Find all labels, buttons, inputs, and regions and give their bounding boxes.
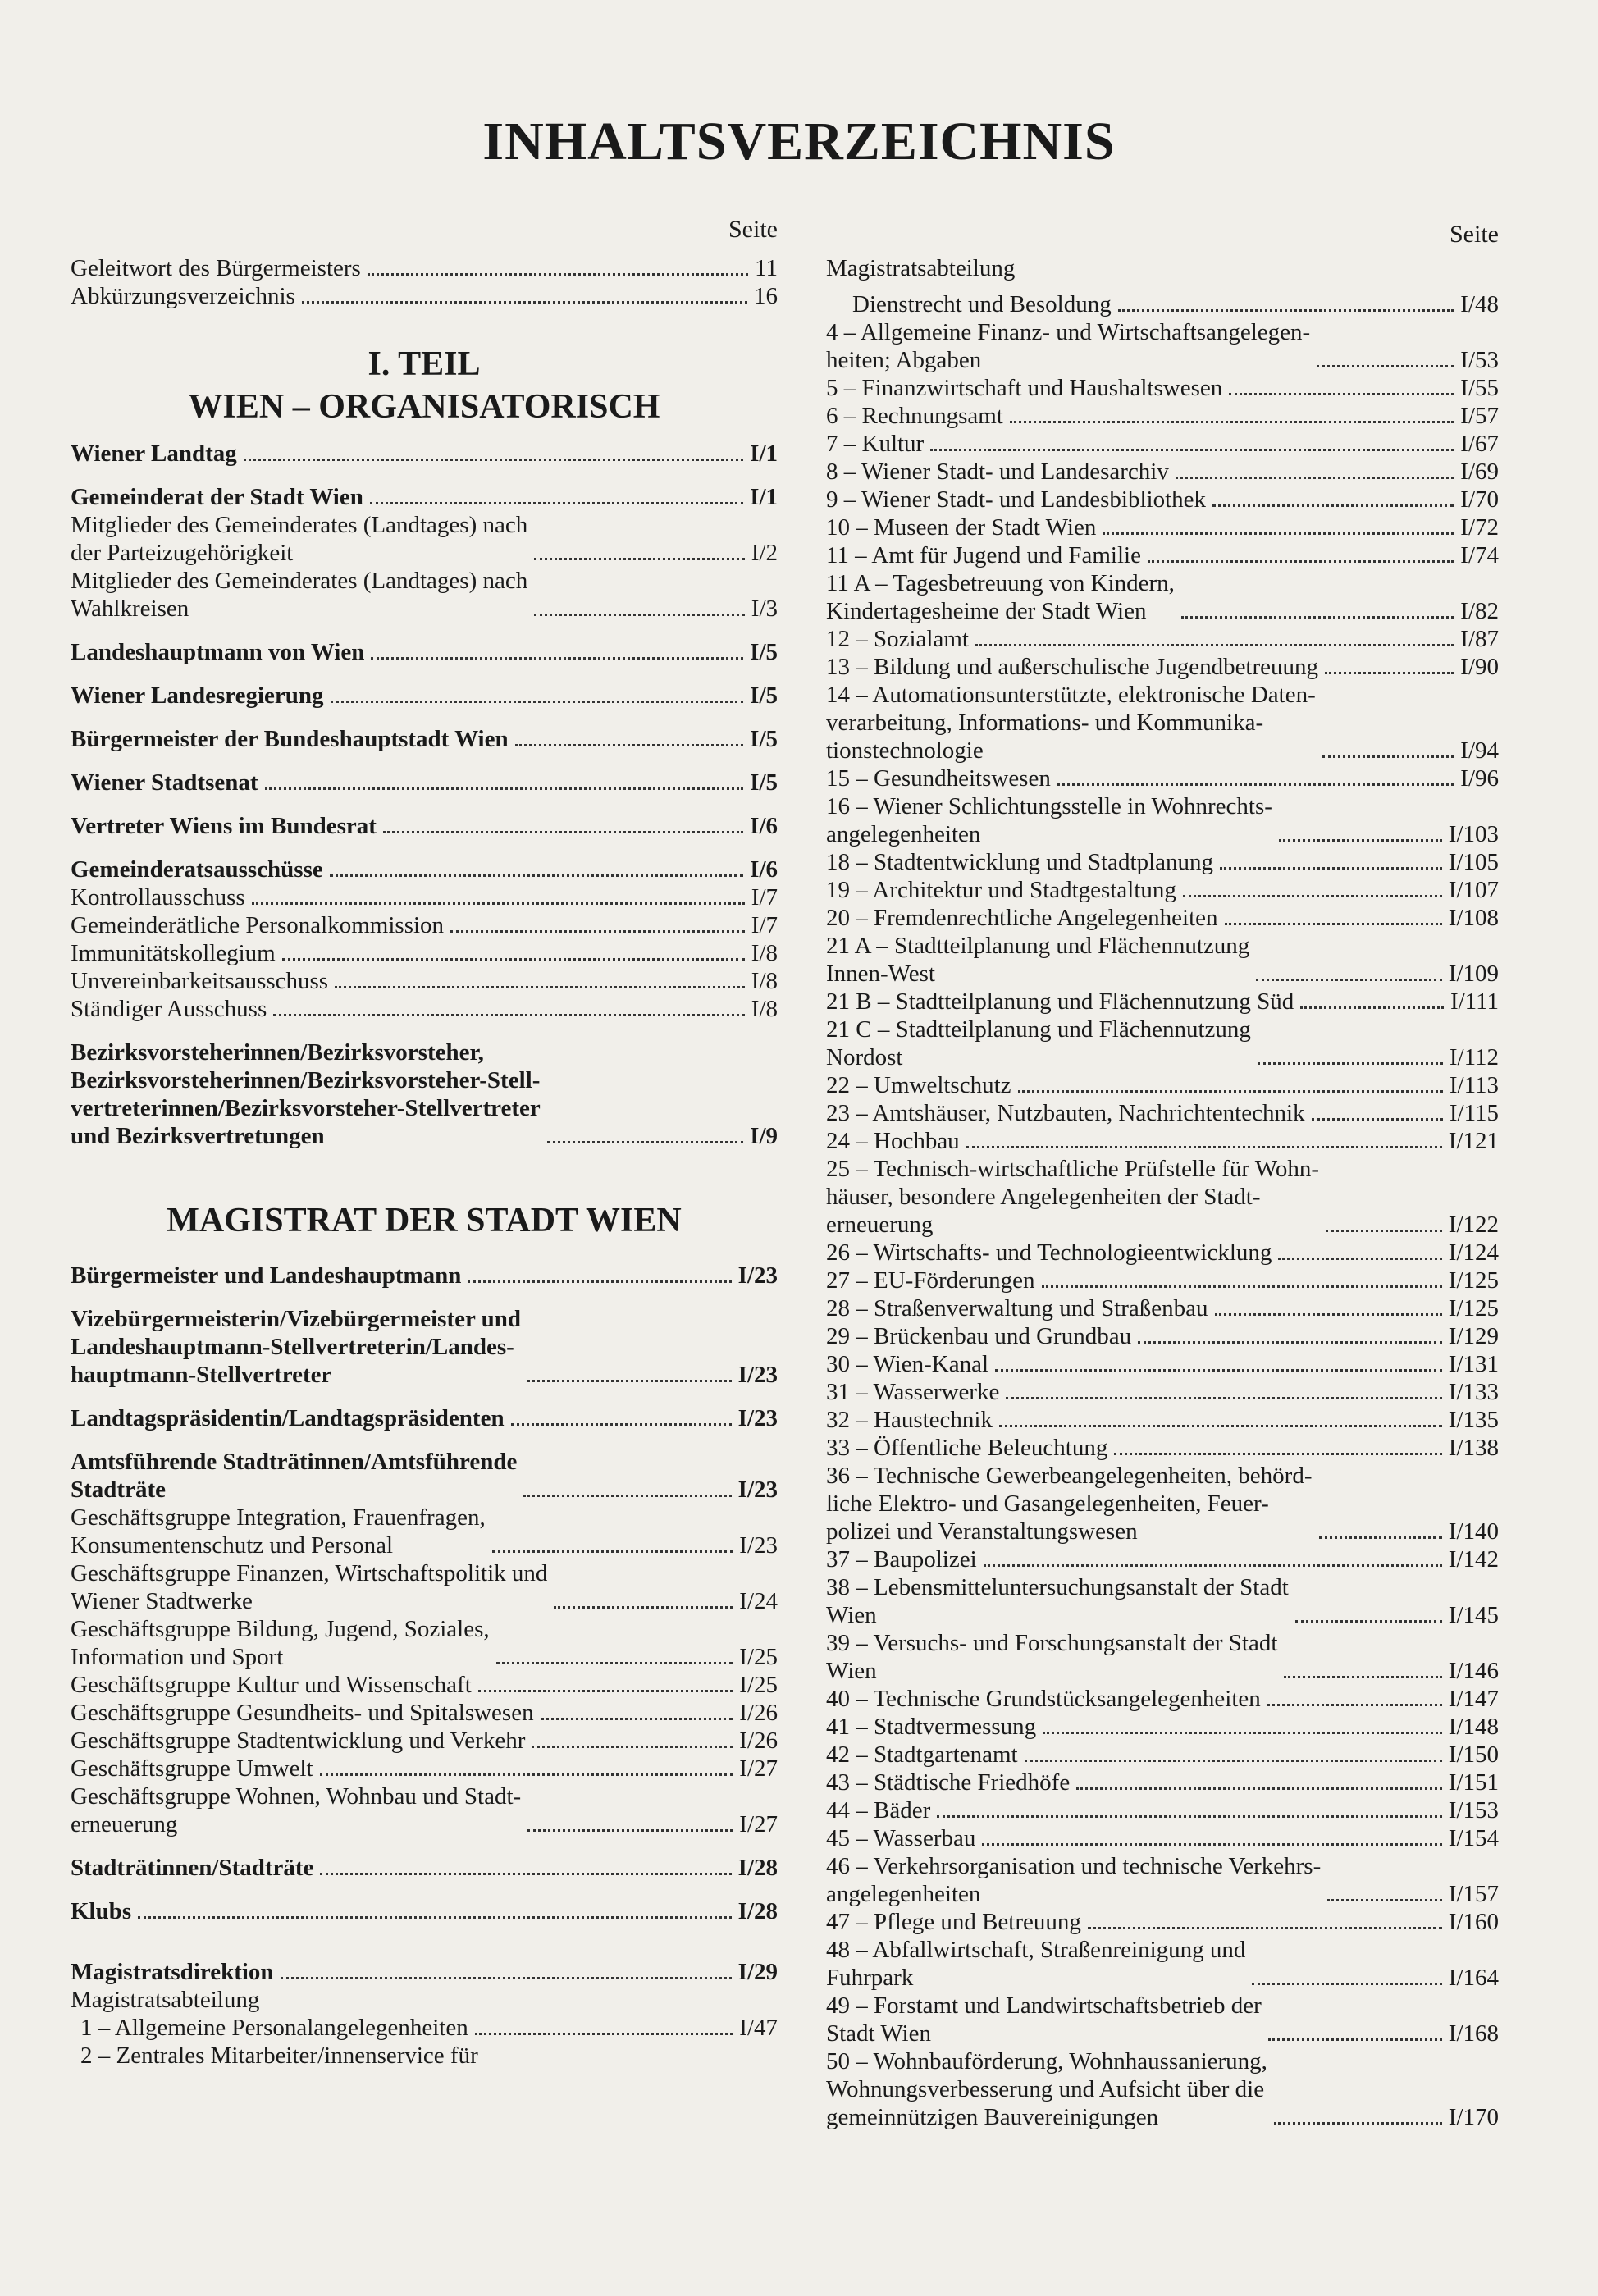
toc-entry-ma[interactable] (826, 1267, 1499, 1294)
group-ausschuesse (71, 856, 778, 1023)
toc-entry-ma[interactable] (826, 1573, 1499, 1629)
group-stadtraete (71, 1854, 778, 1882)
entry-page: I/111 (1450, 988, 1499, 1015)
toc-entry[interactable]: Geschäftsgruppe Wohnen, Wohnbau und Stadt- erneuerung I/27 (71, 1783, 778, 1837)
leader-dots (1043, 1732, 1442, 1734)
entry-text: 41 – Stadtvermessung (826, 1714, 1037, 1740)
entry-text: 49 – Forstamt und Landwirtschaftsbetrieb der Stadt Wien (826, 1992, 1262, 2047)
toc-entry-gemeinderat[interactable]: Gemeinderat der Stadt Wien I/1 (71, 484, 778, 510)
leader-dots (1118, 309, 1454, 312)
entry-text: 23 – Amtshäuser, Nutzbauten, Nachrichtentechnik (826, 1100, 1305, 1126)
entry-text: 16 – Wiener Schlichtungsstelle in Wohnrechts- angelegenheiten (826, 793, 1272, 847)
leader-dots (1215, 1313, 1442, 1316)
entry-text: 14 – Automationsunterstützte, elektronische Daten- verarbeitung, Informations- und Kommunika- tionstechnologie (826, 682, 1316, 764)
toc-entry-klubs[interactable]: Klubs I/28 (71, 1898, 778, 1924)
entry-text: 7 – Kultur (826, 431, 925, 457)
ma-list (826, 290, 1499, 2131)
toc-entry-ma[interactable] (826, 1992, 1499, 2047)
entry-text: 8 – Wiener Stadt- und Landesarchiv (826, 459, 1169, 485)
toc-entry-ma[interactable] (826, 1099, 1499, 1127)
entry-text: 39 – Versuchs- und Forschungsanstalt der Stadt Wien (826, 1630, 1278, 1684)
entry-page: I/107 (1448, 877, 1499, 903)
entry-page: I/109 (1448, 961, 1499, 987)
toc-entry[interactable]: Geschäftsgruppe Gesundheits- und Spitalswesen I/26 (71, 1700, 778, 1726)
toc-entry-amtsfuehrend[interactable]: Amtsführende Stadträtinnen/Amtsführende Stadträte I/23 (71, 1449, 778, 1503)
toc-entry-ma[interactable] (826, 1796, 1499, 1824)
entry-page: I/150 (1448, 1741, 1499, 1768)
toc-entry-ma[interactable] (826, 1824, 1499, 1852)
group-bgm (71, 725, 778, 753)
toc-entry-ma[interactable] (826, 1434, 1499, 1462)
entry-text: 29 – Brückenbau und Grundbau (826, 1323, 1132, 1349)
group-bgm-lh (71, 1262, 778, 1290)
leader-dots (1258, 1062, 1443, 1065)
entry-text: 33 – Öffentliche Beleuchtung (826, 1435, 1108, 1461)
entry-text: 45 – Wasserbau (826, 1825, 976, 1851)
right-column (826, 215, 1499, 2131)
group-amtsfuehrend (71, 1448, 778, 1838)
group-gemeinderat (71, 483, 778, 623)
toc-entry-ausschuesse[interactable]: Gemeinderatsausschüsse I/6 (71, 856, 778, 883)
toc-entry-bgm-lh[interactable]: Bürgermeister und Landeshauptmann I/23 (71, 1262, 778, 1289)
toc-entry-bezirk[interactable]: Bezirksvorsteherinnen/Bezirksvorsteher, Bezirksvorsteherinnen/Bezirksvorsteher-Stell- vertreterinnen/Bezirksvorsteher-Stellvertreter und Bezirksvertretungen I/9 (71, 1039, 778, 1149)
ma-label: Magistratsabteilung (71, 1987, 260, 2013)
toc-entry-ma[interactable] (826, 1769, 1499, 1796)
entry-page: I/121 (1448, 1128, 1499, 1154)
toc-entry-ma[interactable] (826, 876, 1499, 904)
entry-page: I/53 (1460, 347, 1499, 373)
leader-dots (1042, 1285, 1442, 1288)
entry-text: 46 – Verkehrsorganisation und technische Verkehrs- angelegenheiten (826, 1853, 1322, 1907)
toc-entry-ma[interactable] (826, 1239, 1499, 1267)
page-title: INHALTSVERZEICHNIS (482, 112, 1116, 171)
toc-entry-ma[interactable] (826, 430, 1499, 458)
toc-entry[interactable]: Geschäftsgruppe Stadtentwicklung und Verkehr I/26 (71, 1728, 778, 1754)
leader-dots (1025, 1760, 1442, 1762)
entry-page: I/112 (1449, 1044, 1499, 1070)
toc-entry-ma[interactable] (826, 1462, 1499, 1545)
leader-dots (1103, 532, 1454, 535)
leader-dots (1274, 2122, 1442, 2125)
toc-entry-ma[interactable] (826, 1071, 1499, 1099)
leader-dots (1076, 1787, 1442, 1790)
entry-text: 42 – Stadtgartenamt (826, 1741, 1018, 1768)
entry-page: I/125 (1448, 1267, 1499, 1294)
group-lh (71, 638, 778, 666)
leader-dots (984, 1564, 1442, 1567)
toc-entry-ma1[interactable]: 1 – Allgemeine Personalangelegenheiten I/47 (80, 2015, 778, 2041)
leader-dots (1326, 1230, 1442, 1232)
toc-entry[interactable]: Geleitwort des Bürgermeisters 11 (71, 255, 778, 281)
entry-page: I/55 (1460, 375, 1499, 401)
leader-dots (1057, 783, 1454, 786)
group-direktion (71, 1958, 778, 2070)
toc-entry[interactable]: Kontrollausschuss I/7 (71, 884, 778, 911)
leader-dots (1220, 867, 1442, 870)
toc-entry[interactable]: Geschäftsgruppe Finanzen, Wirtschaftspolitik und Wiener Stadtwerke I/24 (71, 1560, 778, 1614)
toc-entry-ma[interactable] (826, 318, 1499, 374)
entry-text: 36 – Technische Gewerbeangelegenheiten, behörd- liche Elektro- und Gasangelegenheiten, Feuer- polizei und Veranstaltungswesen (826, 1463, 1313, 1545)
entry-page: I/129 (1448, 1323, 1499, 1349)
entry-page: I/115 (1449, 1100, 1499, 1126)
leader-dots (1010, 421, 1454, 423)
entry-page: I/87 (1460, 626, 1499, 652)
entry-text: 11 – Amt für Jugend und Familie (826, 542, 1141, 568)
toc-entry-ma[interactable] (826, 1378, 1499, 1406)
toc-entry[interactable]: Gemeinderätliche Personalkommission I/7 (71, 912, 778, 938)
part-heading (71, 343, 778, 428)
toc-entry-ma[interactable] (826, 625, 1499, 653)
entry-text: 37 – Baupolizei (826, 1546, 977, 1573)
entry-text: 43 – Städtische Friedhöfe (826, 1769, 1071, 1796)
toc-entry-ma[interactable] (826, 1294, 1499, 1322)
toc-entry-ma[interactable] (826, 1350, 1499, 1378)
entry-page: I/145 (1448, 1602, 1499, 1628)
entry-text: 32 – Haustechnik (826, 1407, 993, 1433)
entry-text: 38 – Lebensmitteluntersuchungsanstalt der Stadt Wien (826, 1574, 1289, 1628)
left-column (71, 215, 778, 2085)
entry-text: 25 – Technisch-wirtschaftliche Prüfstelle für Wohn- häuser, besondere Angelegenheiten der Stadt- erneuerung (826, 1156, 1319, 1238)
entry-text: 9 – Wiener Stadt- und Landesbibliothek (826, 486, 1207, 513)
group-vize (71, 1305, 778, 1389)
toc-entry-ma[interactable] (826, 765, 1499, 792)
toc-entry[interactable]: Mitglieder des Gemeinderates (Landtages) nach Wahlkreisen I/3 (71, 568, 778, 622)
toc-entry-ma[interactable] (826, 1908, 1499, 1936)
toc-entry-ma[interactable] (826, 1127, 1499, 1155)
toc-entry-ma[interactable] (826, 1016, 1499, 1071)
group-landtag (71, 440, 778, 468)
entry-page: I/131 (1448, 1351, 1499, 1377)
toc-entry-ma[interactable] (826, 569, 1499, 625)
toc-entry-ma[interactable] (826, 988, 1499, 1016)
group-praesident (71, 1404, 778, 1432)
group-lr (71, 682, 778, 710)
leader-dots (1018, 1090, 1443, 1093)
leader-dots (1176, 477, 1454, 479)
entry-text: 12 – Sozialamt (826, 626, 969, 652)
group-bezirk (71, 1038, 778, 1150)
leader-dots (966, 1146, 1442, 1148)
toc-entry-ma[interactable] (826, 1406, 1499, 1434)
leader-dots (995, 1369, 1442, 1372)
leader-dots (1317, 365, 1454, 367)
leader-dots (1183, 895, 1442, 897)
toc-entry-direktion[interactable]: Magistratsdirektion I/29 (71, 1959, 778, 1985)
entry-text: 10 – Museen der Stadt Wien (826, 514, 1097, 541)
toc-entry-ma[interactable] (826, 402, 1499, 430)
toc-entry-ma[interactable] (826, 290, 1499, 318)
entry-page: I/103 (1448, 821, 1499, 847)
entry-text: 44 – Bäder (826, 1797, 931, 1824)
entry-text: 19 – Architektur und Stadtgestaltung (826, 877, 1176, 903)
leader-dots (1327, 1899, 1442, 1901)
toc-entry-ma[interactable] (826, 1322, 1499, 1350)
entry-page: I/57 (1460, 403, 1499, 429)
seite-label-right: Seite (1450, 221, 1499, 248)
toc-entry-ma[interactable] (826, 2047, 1499, 2131)
leader-dots (1278, 1258, 1441, 1260)
entry-page: I/90 (1460, 654, 1499, 680)
entry-text: 31 – Wasserwerke (826, 1379, 1000, 1405)
toc-entry-ma[interactable] (826, 541, 1499, 569)
entry-page: I/168 (1448, 2020, 1499, 2047)
entry-text: 28 – Straßenverwaltung und Straßenbau (826, 1295, 1208, 1321)
toc-entry-ma[interactable] (826, 486, 1499, 514)
leader-dots (1319, 1536, 1442, 1539)
leader-dots (1138, 1341, 1442, 1344)
entry-page: I/67 (1460, 431, 1499, 457)
part-title: I. TEIL (368, 345, 481, 383)
toc-entry-ma[interactable] (826, 932, 1499, 988)
entry-page: I/154 (1448, 1825, 1499, 1851)
toc-entry-ma[interactable] (826, 1741, 1499, 1769)
leader-dots (1268, 2038, 1442, 2041)
leader-dots (982, 1843, 1441, 1846)
entry-page: I/140 (1448, 1518, 1499, 1545)
leader-dots (1284, 1676, 1441, 1678)
entry-text: 26 – Wirtschafts- und Technologieentwicklung (826, 1239, 1272, 1266)
toc-entry[interactable]: Abkürzungsverzeichnis 16 (71, 283, 778, 309)
entry-page: I/124 (1448, 1239, 1499, 1266)
leader-dots (1148, 560, 1454, 563)
entry-page: I/148 (1448, 1714, 1499, 1740)
leader-dots (1225, 923, 1442, 925)
entry-page: I/170 (1448, 2104, 1499, 2130)
magistrat-heading: MAGISTRAT DER STADT WIEN (167, 1202, 682, 1239)
entry-page: I/69 (1460, 459, 1499, 485)
entry-text: 50 – Wohnbauförderung, Wohnhaussanierung, Wohnungsverbesserung und Aufsicht über die gemeinnützigen Bauvereinigungen (826, 2048, 1267, 2130)
toc-entry[interactable]: Geschäftsgruppe Integration, Frauenfragen, Konsumentenschutz und Personal I/23 (71, 1504, 778, 1559)
leader-dots (1267, 1704, 1442, 1706)
entry-text: 6 – Rechnungsamt (826, 403, 1003, 429)
entry-text: 47 – Pflege und Betreuung (826, 1909, 1081, 1935)
toc-entry-stadtraete[interactable]: Stadträtinnen/Stadträte I/28 (71, 1855, 778, 1881)
leader-dots (1088, 1927, 1442, 1929)
toc-entry-ma[interactable] (826, 1155, 1499, 1239)
toc-entry[interactable]: Unvereinbarkeitsausschuss I/8 (71, 968, 778, 994)
leader-dots (1252, 1983, 1441, 1985)
leader-dots (1279, 839, 1442, 842)
entry-page: I/125 (1448, 1295, 1499, 1321)
leader-dots (930, 449, 1454, 451)
toc-entry[interactable]: Immunitätskollegium I/8 (71, 940, 778, 966)
toc-entry[interactable]: Geschäftsgruppe Bildung, Jugend, Soziales, Information und Sport I/25 (71, 1616, 778, 1670)
toc-entry-landtag[interactable]: Wiener Landtag I/1 (71, 440, 778, 467)
entry-page: I/135 (1448, 1407, 1499, 1433)
entry-page: I/94 (1460, 737, 1499, 764)
entry-page: I/147 (1448, 1686, 1499, 1712)
entry-text: 20 – Fremdenrechtliche Angelegenheiten (826, 905, 1218, 931)
seite-label: Seite (728, 216, 778, 243)
toc-entry-vize[interactable]: Vizebürgermeisterin/Vizebürgermeister und Landeshauptmann-Stellvertreterin/Landes- hauptmann-Stellvertreter I/23 (71, 1306, 778, 1388)
entry-text: 4 – Allgemeine Finanz- und Wirtschaftsangelegen- heiten; Abgaben (826, 319, 1311, 373)
toc-entry-landeshauptmann[interactable]: Landeshauptmann von Wien I/5 (71, 639, 778, 665)
entry-page: I/113 (1449, 1072, 1499, 1098)
toc-entry-ma[interactable] (826, 458, 1499, 486)
entry-text: 13 – Bildung und außerschulische Jugendbetreuung (826, 654, 1319, 680)
toc-entry[interactable]: Geschäftsgruppe Umwelt I/27 (71, 1755, 778, 1782)
toc-entry-ma[interactable] (826, 1713, 1499, 1741)
entry-page: I/146 (1448, 1658, 1499, 1684)
leader-dots (1322, 755, 1454, 758)
entry-page: I/74 (1460, 542, 1499, 568)
entry-page: I/70 (1460, 486, 1499, 513)
leader-dots (1256, 979, 1441, 981)
toc-entry-ma[interactable] (826, 1629, 1499, 1685)
toc-entry-ma2[interactable]: 2 – Zentrales Mitarbeiter/innenservice für (80, 2043, 478, 2069)
toc-entry-bundesrat[interactable]: Vertreter Wiens im Bundesrat I/6 (71, 813, 778, 839)
entry-text: 21 A – Stadtteilplanung und Flächennutzung Innen-West (826, 933, 1250, 987)
leader-dots (1114, 1453, 1441, 1455)
intro-group (71, 254, 778, 310)
leader-dots (1325, 672, 1454, 674)
entry-text: 15 – Gesundheitswesen (826, 765, 1051, 792)
toc-entry-ma[interactable] (826, 681, 1499, 765)
toc-entry-ma[interactable] (826, 904, 1499, 932)
toc-entry[interactable]: Geschäftsgruppe Kultur und Wissenschaft I/25 (71, 1672, 778, 1698)
entry-page: I/153 (1448, 1797, 1499, 1824)
entry-text: 5 – Finanzwirtschaft und Haushaltswesen (826, 375, 1223, 401)
entry-page: I/48 (1460, 291, 1499, 317)
leader-dots (1212, 504, 1454, 507)
entry-text: 18 – Stadtentwicklung und Stadtplanung (826, 849, 1214, 875)
entry-page: I/151 (1448, 1769, 1499, 1796)
leader-dots (937, 1815, 1442, 1818)
leader-dots (1300, 1006, 1444, 1009)
toc-entry[interactable]: Mitglieder des Gemeinderates (Landtages) nach der Parteizugehörigkeit I/2 (71, 512, 778, 566)
toc-entry-praesident[interactable]: Landtagspräsidentin/Landtagspräsidenten I/23 (71, 1405, 778, 1431)
toc-entry-ma[interactable] (826, 514, 1499, 541)
entry-text: 21 B – Stadtteilplanung und Flächennutzung Süd (826, 988, 1294, 1015)
leader-dots (999, 1425, 1442, 1427)
group-bundesrat (71, 812, 778, 840)
entry-text: 24 – Hochbau (826, 1128, 960, 1154)
toc-entry-ma[interactable] (826, 848, 1499, 876)
toc-entry-ma[interactable] (826, 1685, 1499, 1713)
leader-dots (1312, 1118, 1443, 1121)
entry-page: I/122 (1448, 1212, 1499, 1238)
toc-entry-ma[interactable] (826, 792, 1499, 848)
entry-page: I/157 (1448, 1881, 1499, 1907)
leader-dots (1006, 1397, 1441, 1399)
entry-text: 11 A – Tagesbetreuung von Kindern, Kindertagesheime der Stadt Wien (826, 570, 1175, 624)
entry-text: 21 C – Stadtteilplanung und Flächennutzung Nordost (826, 1016, 1251, 1070)
entry-text: 40 – Technische Grundstücksangelegenheiten (826, 1686, 1261, 1712)
toc-entry-ma[interactable] (826, 1545, 1499, 1573)
ma-label-right: Magistratsabteilung (826, 255, 1016, 281)
entry-page: I/105 (1448, 849, 1499, 875)
leader-dots (1181, 616, 1454, 619)
group-klubs (71, 1897, 778, 1925)
entry-page: I/133 (1448, 1379, 1499, 1405)
entry-text: 30 – Wien-Kanal (826, 1351, 989, 1377)
entry-text: 48 – Abfallwirtschaft, Straßenreinigung und Fuhrpark (826, 1937, 1246, 1991)
entry-text: 22 – Umweltschutz (826, 1072, 1011, 1098)
leader-dots (975, 644, 1454, 646)
toc-entry-ma[interactable] (826, 1936, 1499, 1992)
part-subtitle: WIEN – ORGANISATORISCH (188, 388, 660, 426)
entry-page: I/142 (1448, 1546, 1499, 1573)
entry-page: I/72 (1460, 514, 1499, 541)
toc-entry-stadtsenat[interactable]: Wiener Stadtsenat I/5 (71, 769, 778, 796)
toc-entry-ma[interactable] (826, 1852, 1499, 1908)
leader-dots (1229, 393, 1454, 395)
entry-text: 27 – EU-Förderungen (826, 1267, 1035, 1294)
toc-entry-buergermeister[interactable]: Bürgermeister der Bundeshauptstadt Wien I/5 (71, 726, 778, 752)
entry-page: I/108 (1448, 905, 1499, 931)
toc-entry-ma[interactable] (826, 653, 1499, 681)
toc-entry-ma[interactable] (826, 374, 1499, 402)
entry-page: I/160 (1448, 1909, 1499, 1935)
group-senat (71, 769, 778, 797)
entry-page: I/138 (1448, 1435, 1499, 1461)
entry-page: I/96 (1460, 765, 1499, 792)
leader-dots (1295, 1620, 1442, 1623)
toc-entry[interactable]: Ständiger Ausschuss I/8 (71, 996, 778, 1022)
toc-entry-landesregierung[interactable]: Wiener Landesregierung I/5 (71, 682, 778, 709)
entry-page: I/82 (1460, 598, 1499, 624)
entry-text: Dienstrecht und Besoldung (852, 291, 1112, 317)
entry-page: I/164 (1448, 1965, 1499, 1991)
